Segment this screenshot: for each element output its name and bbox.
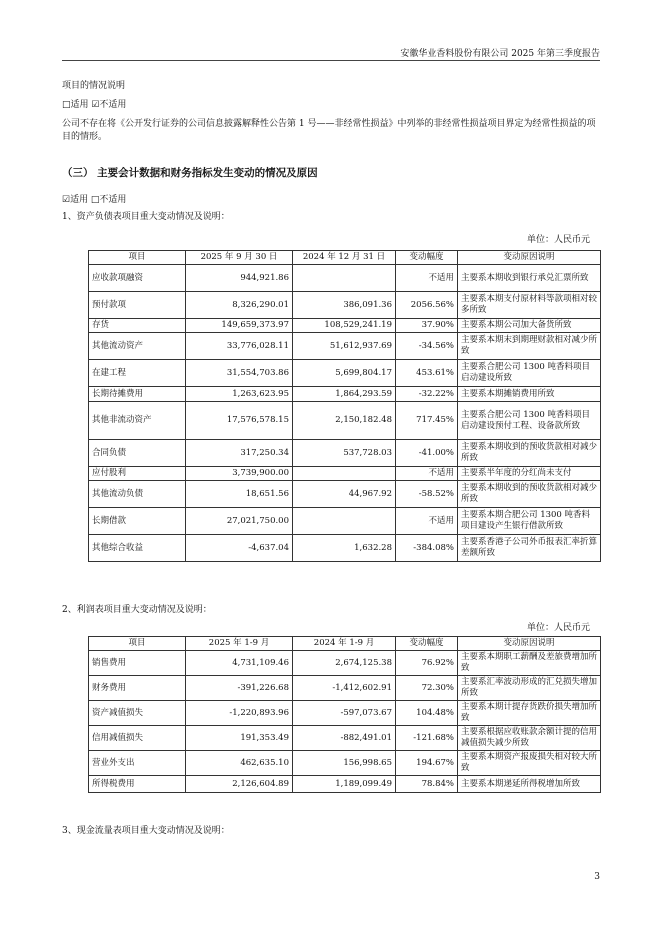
row-change-rate: 不适用: [396, 467, 458, 481]
row-item-name: 应收款项融资: [89, 265, 186, 292]
col-header-current: 2025 年 9 月 30 日: [186, 251, 293, 265]
nonrecurring-text: 公司不存在将《公开发行证券的公司信息披露解释性公告第 1 号——非经常性损益》中列举的非经常性损益项目界定为经常性损益的项目的情形。: [62, 119, 596, 142]
table-row: [89, 402, 601, 440]
row-prior-value: [293, 467, 396, 481]
row-change-reason: 主要系本期资产报废损失相对较大所致: [458, 751, 601, 776]
row-current-value: -1,220,893.96: [186, 701, 293, 726]
col-header-current: 2025 年 1-9 月: [186, 637, 293, 651]
row-prior-value: 2,150,182.48: [293, 402, 396, 440]
table-row: [89, 387, 601, 402]
row-change-reason: 主要系本期职工薪酬及差旅费增加所致: [458, 651, 601, 676]
row-prior-value: 386,091.36: [293, 292, 396, 319]
row-change-reason: 主要系本期末到期理财款相对减少所致: [458, 333, 601, 360]
row-change-rate: -58.52%: [396, 481, 458, 508]
row-current-value: 33,776,028.11: [186, 333, 293, 360]
col-header-prior: 2024 年 12 月 31 日: [293, 251, 396, 265]
row-prior-value: -597,073.67: [293, 701, 396, 726]
row-change-rate: 不适用: [396, 508, 458, 535]
row-item-name: 其他非流动资产: [89, 402, 186, 440]
row-item-name: 在建工程: [89, 360, 186, 387]
row-current-value: 4,731,109.46: [186, 651, 293, 676]
col-header-item: 项目: [89, 637, 186, 651]
balance-sheet-title: 1、资产负债表项目重大变动情况及说明：: [62, 212, 230, 222]
row-item-name: 财务费用: [89, 676, 186, 701]
header-divider: [62, 60, 600, 61]
table-header-row: [89, 251, 601, 265]
section-checkbox: ☑适用 □不适用: [62, 195, 127, 205]
table-row: [89, 676, 601, 701]
row-current-value: 27,021,750.00: [186, 508, 293, 535]
income-statement-title: 2、利润表项目重大变动情况及说明：: [62, 605, 212, 615]
balance-sheet-table: [88, 250, 601, 562]
table-row: [89, 701, 601, 726]
table-row: [89, 481, 601, 508]
row-prior-value: -1,412,602.91: [293, 676, 396, 701]
table-row: [89, 776, 601, 793]
row-item-name: 销售费用: [89, 651, 186, 676]
row-item-name: 信用减值损失: [89, 726, 186, 751]
row-item-name: 预付款项: [89, 292, 186, 319]
row-change-reason: 主要系本期支付原材料等款项相对较多所致: [458, 292, 601, 319]
col-header-item: 项目: [89, 251, 186, 265]
row-current-value: -391,226.68: [186, 676, 293, 701]
table-row: [89, 508, 601, 535]
row-change-rate: 78.84%: [396, 776, 458, 793]
row-current-value: 462,635.10: [186, 751, 293, 776]
row-prior-value: 108,529,241.19: [293, 319, 396, 333]
col-header-change: 变动幅度: [396, 251, 458, 265]
table-row: [89, 360, 601, 387]
row-change-reason: 主要系合肥公司 1300 吨香料项目启动建设预付工程、设备款所致: [458, 402, 601, 440]
row-current-value: 944,921.86: [186, 265, 293, 292]
row-item-name: 营业外支出: [89, 751, 186, 776]
row-change-rate: 194.67%: [396, 751, 458, 776]
col-header-reason: 变动原因说明: [458, 251, 601, 265]
table-row: [89, 726, 601, 751]
row-change-reason: 主要系半年度的分红尚未支付: [458, 467, 601, 481]
table-row: [89, 265, 601, 292]
row-change-rate: 453.61%: [396, 360, 458, 387]
row-change-rate: 2056.56%: [396, 292, 458, 319]
nonrecurring-title: 项目的情况说明: [62, 81, 126, 91]
row-prior-value: 5,699,804.17: [293, 360, 396, 387]
row-change-reason: 主要系本期合肥公司 1300 吨香料项目建设产生银行借款所致: [458, 508, 601, 535]
col-header-reason: 变动原因说明: [458, 637, 601, 651]
table-row: [89, 467, 601, 481]
row-change-rate: -384.08%: [396, 535, 458, 562]
row-prior-value: 44,967.92: [293, 481, 396, 508]
row-item-name: 资产减值损失: [89, 701, 186, 726]
row-current-value: 31,554,703.86: [186, 360, 293, 387]
income-statement-table: [88, 636, 601, 793]
row-item-name: 应付股利: [89, 467, 186, 481]
row-prior-value: 1,864,293.59: [293, 387, 396, 402]
row-change-reason: 主要系本期收到的预收货款相对减少所致: [458, 440, 601, 467]
row-change-rate: 104.48%: [396, 701, 458, 726]
row-current-value: 149,659,373.97: [186, 319, 293, 333]
section-heading: （三） 主要会计数据和财务指标发生变动的情况及原因: [62, 167, 318, 179]
row-prior-value: [293, 265, 396, 292]
row-item-name: 长期借款: [89, 508, 186, 535]
income-unit-label: 单位：人民币元: [526, 623, 590, 633]
row-current-value: 1,263,623.95: [186, 387, 293, 402]
table-row: [89, 292, 601, 319]
row-change-reason: 主要系本期收到的预收货款相对减少所致: [458, 481, 601, 508]
table-header-row: [89, 637, 601, 651]
row-change-reason: 主要系本期收到银行承兑汇票所致: [458, 265, 601, 292]
row-item-name: 存货: [89, 319, 186, 333]
row-current-value: 2,126,604.89: [186, 776, 293, 793]
balance-unit-label: 单位：人民币元: [526, 235, 590, 245]
row-item-name: 合同负债: [89, 440, 186, 467]
row-prior-value: -882,491.01: [293, 726, 396, 751]
row-current-value: 317,250.34: [186, 440, 293, 467]
row-prior-value: 1,632.28: [293, 535, 396, 562]
row-current-value: 17,576,578.15: [186, 402, 293, 440]
row-prior-value: 1,189,099.49: [293, 776, 396, 793]
cashflow-title: 3、现金流量表项目重大变动情况及说明：: [62, 826, 230, 836]
row-change-rate: 76.92%: [396, 651, 458, 676]
row-change-rate: 37.90%: [396, 319, 458, 333]
row-change-reason: 主要系本期递延所得税增加所致: [458, 776, 601, 793]
row-prior-value: 2,674,125.38: [293, 651, 396, 676]
row-change-rate: 不适用: [396, 265, 458, 292]
row-change-reason: 主要系本期计提存货跌价损失增加所致: [458, 701, 601, 726]
row-current-value: 8,326,290.01: [186, 292, 293, 319]
row-change-reason: 主要系合肥公司 1300 吨香料项目启动建设所致: [458, 360, 601, 387]
table-row: [89, 319, 601, 333]
table-row: [89, 651, 601, 676]
row-current-value: 191,353.49: [186, 726, 293, 751]
nonrecurring-checkbox: □适用 ☑不适用: [62, 100, 127, 110]
col-header-prior: 2024 年 1-9 月: [293, 637, 396, 651]
row-current-value: -4,637.04: [186, 535, 293, 562]
row-change-rate: 717.45%: [396, 402, 458, 440]
row-change-reason: 主要系本期公司加大备货所致: [458, 319, 601, 333]
table-row: [89, 535, 601, 562]
row-item-name: 长期待摊费用: [89, 387, 186, 402]
row-item-name: 所得税费用: [89, 776, 186, 793]
row-item-name: 其他流动负债: [89, 481, 186, 508]
report-header-title: 安徽华业香料股份有限公司 2025 年第三季度报告: [400, 49, 600, 59]
table-row: [89, 333, 601, 360]
row-change-reason: 主要系汇率波动形成的汇兑损失增加所致: [458, 676, 601, 701]
table-row: [89, 751, 601, 776]
row-item-name: 其他综合收益: [89, 535, 186, 562]
row-item-name: 其他流动资产: [89, 333, 186, 360]
row-current-value: 3,739,900.00: [186, 467, 293, 481]
row-change-rate: -32.22%: [396, 387, 458, 402]
col-header-change: 变动幅度: [396, 637, 458, 651]
row-prior-value: 51,612,937.69: [293, 333, 396, 360]
row-prior-value: 156,998.65: [293, 751, 396, 776]
row-prior-value: [293, 508, 396, 535]
row-prior-value: 537,728.03: [293, 440, 396, 467]
row-change-reason: 主要系根据应收账款余额计提的信用减值损失减少所致: [458, 726, 601, 751]
row-change-rate: -121.68%: [396, 726, 458, 751]
page-number: 3: [594, 872, 600, 882]
row-change-rate: -41.00%: [396, 440, 458, 467]
row-current-value: 18,651.56: [186, 481, 293, 508]
row-change-reason: 主要系香港子公司外币报表汇率折算差额所致: [458, 535, 601, 562]
row-change-rate: -34.56%: [396, 333, 458, 360]
row-change-rate: 72.30%: [396, 676, 458, 701]
row-change-reason: 主要系本期摊销费用所致: [458, 387, 601, 402]
table-row: [89, 440, 601, 467]
